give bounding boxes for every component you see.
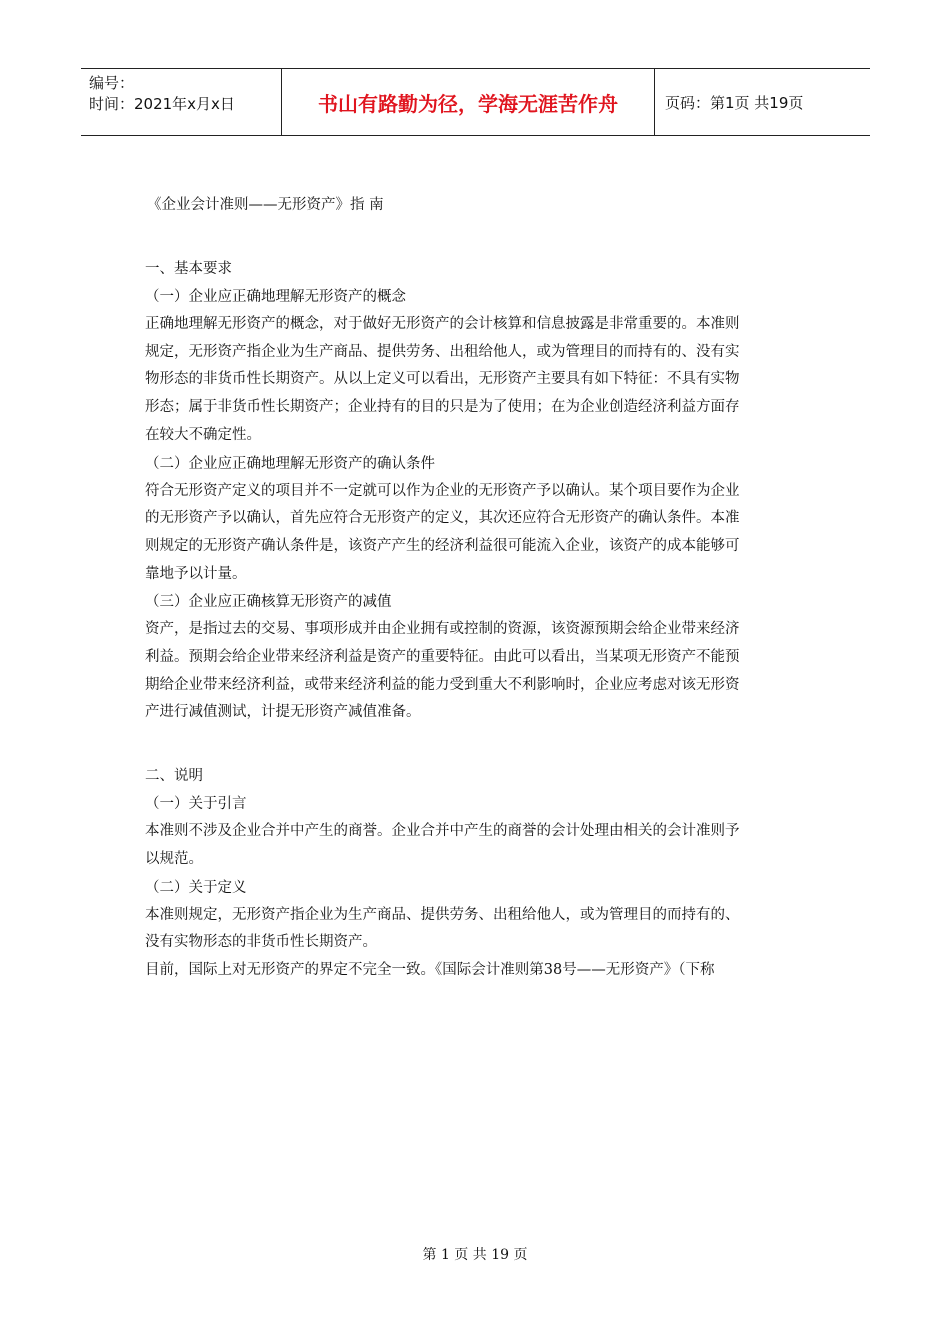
subsection-heading: （二）关于定义 xyxy=(145,879,247,896)
header-motto: 书山有路勤为径，学海无涯苦作舟 xyxy=(281,69,655,135)
paragraph xyxy=(145,902,805,985)
paragraph xyxy=(145,311,805,450)
document-title: 《企业会计准则——无形资产》指 南 xyxy=(147,197,384,213)
subsection-heading: （一）关于引言 xyxy=(145,796,247,813)
text-line: 本准则不涉及企业合并中产生的商誉。企业合并中产生的商誉的会计处理由相关的会计准则予 xyxy=(145,823,740,840)
text-line: 利益。预期会给企业带来经济利益是资产的重要特征。由此可以看出，当某项无形资产不能预 xyxy=(145,649,740,666)
subsection-heading: （一）企业应正确地理解无形资产的概念 xyxy=(145,289,406,305)
text-line: 规定，无形资产指企业为生产商品、提供劳务、出租给他人，或为管理目的而持有的、没有实 xyxy=(145,343,740,360)
subsection-heading: （二）企业应正确地理解无形资产的确认条件 xyxy=(145,455,435,472)
section-heading: 二、说明 xyxy=(145,768,203,785)
subsection-heading: （三）企业应正确核算无形资产的减值 xyxy=(145,594,392,611)
text-line: 形态；属于非货币性长期资产；企业持有的目的只是为了使用；在为企业创造经济利益方面存 xyxy=(145,399,740,416)
text-line: 的无形资产予以确认，首先应符合无形资产的定义，其次还应符合无形资产的确认条件。本准 xyxy=(145,510,740,527)
text-line: 资产，是指过去的交易、事项形成并由企业拥有或控制的资源，该资源预期会给企业带来经济 xyxy=(145,621,740,638)
text-line: 正确地理解无形资产的概念，对于做好无形资产的会计核算和信息披露是非常重要的。本准则 xyxy=(145,316,740,332)
document-body xyxy=(145,190,805,985)
text-line: 符合无形资产定义的项目并不一定就可以作为企业的无形资产予以确认。某个项目要作为企业 xyxy=(145,482,740,499)
section-heading: 一、基本要求 xyxy=(145,261,232,277)
text-line: 则规定的无形资产确认条件是，该资产产生的经济利益很可能流入企业，该资产的成本能够可 xyxy=(145,537,740,554)
text-line: 物形态的非货币性长期资产。从以上定义可以看出，无形资产主要具有如下特征：不具有实物 xyxy=(145,371,740,388)
text-line: 目前，国际上对无形资产的界定不完全一致。《国际会计准则第38号——无形资产》（下称 xyxy=(145,961,715,978)
text-line: 靠地予以计量。 xyxy=(145,565,247,582)
text-line: 产进行减值测试，计提无形资产减值准备。 xyxy=(145,704,421,721)
paragraph xyxy=(145,478,805,589)
doc-number-label: 编号： xyxy=(89,74,135,92)
page-footer: 第 1 页 共 19 页 xyxy=(422,1247,528,1263)
doc-date-label: 时间：2021年x月x日 xyxy=(89,95,235,113)
text-line: 在较大不确定性。 xyxy=(145,426,261,443)
paragraph xyxy=(145,616,805,727)
text-line: 没有实物形态的非货币性长期资产。 xyxy=(145,934,377,951)
text-line: 以规范。 xyxy=(145,850,203,867)
text-line: 本准则规定，无形资产指企业为生产商品、提供劳务、出租给他人，或为管理目的而持有的、 xyxy=(145,906,740,923)
header-page-label: 页码：第1页 共19页 xyxy=(665,93,804,112)
header-left-cell xyxy=(81,69,281,135)
text-line: 期给企业带来经济利益，或带来经济利益的能力受到重大不利影响时，企业应考虑对该无形资 xyxy=(145,676,740,693)
paragraph xyxy=(145,818,805,873)
page-header xyxy=(81,68,870,136)
